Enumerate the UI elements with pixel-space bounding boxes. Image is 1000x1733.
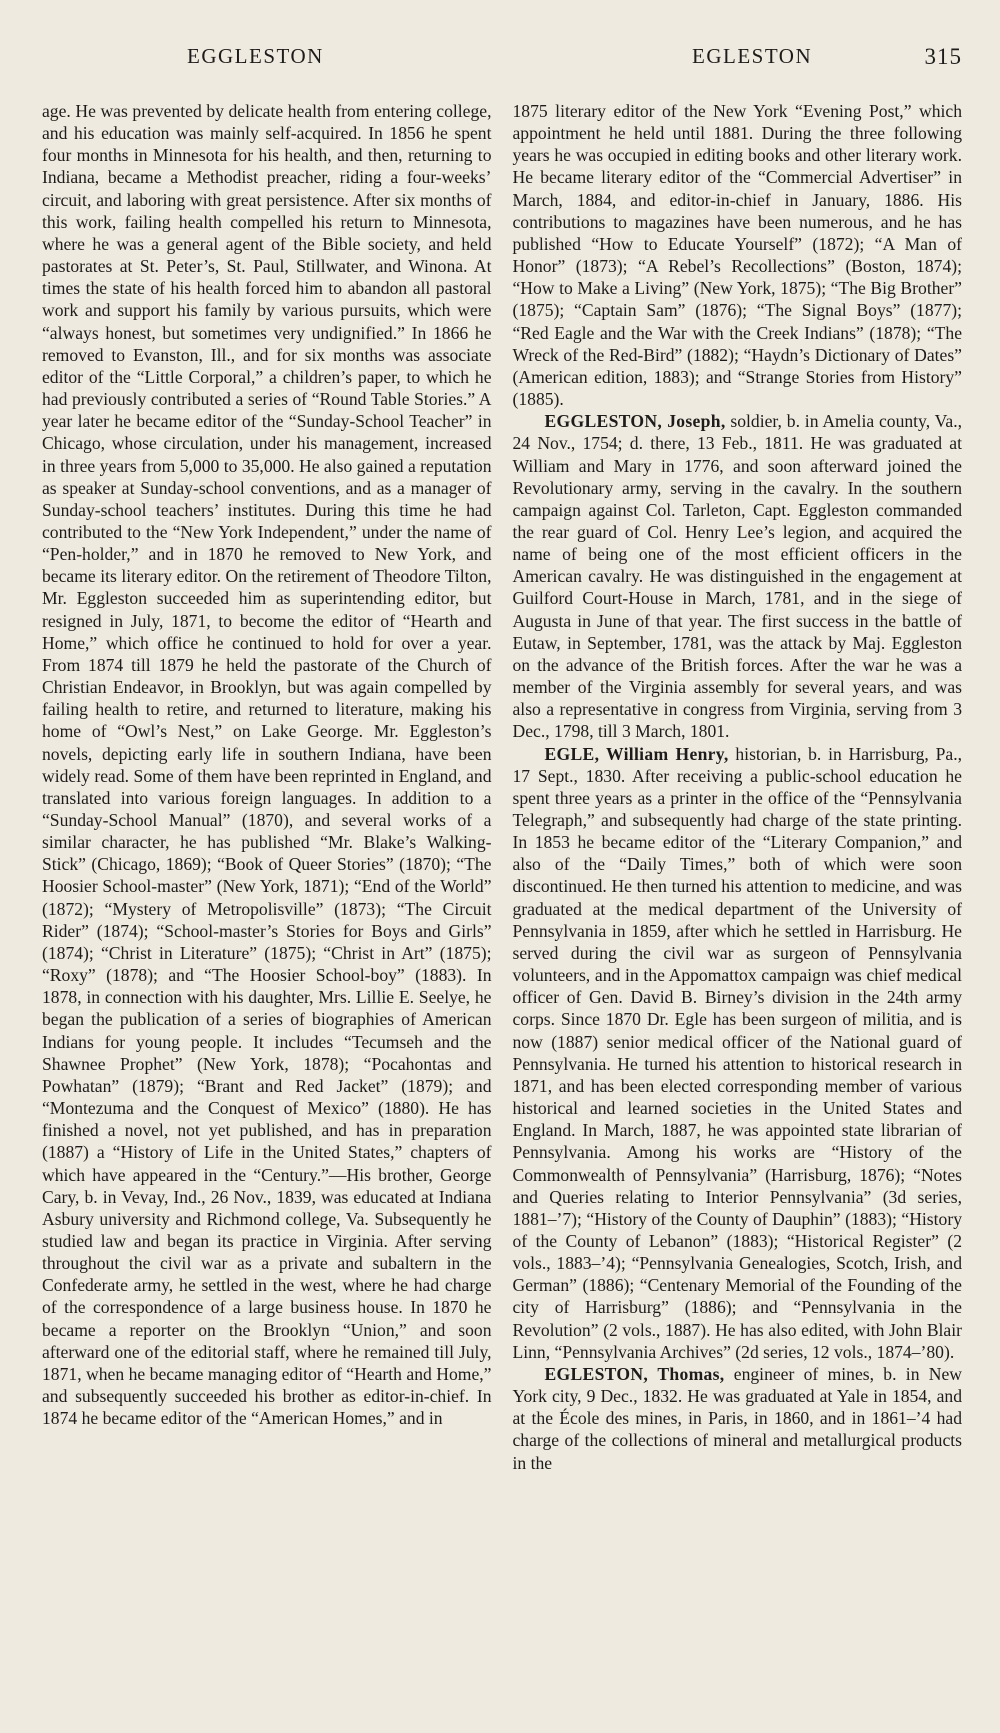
page-number: 315 <box>924 44 962 69</box>
entry-name: EGGLESTON, Joseph, <box>544 411 726 432</box>
entry-name: EGLESTON, Thomas, <box>544 1363 725 1384</box>
entry-text: historian, b. in Harrisburg, Pa., 17 Sept., 1830. After receiving a public-school education he spent three years as a printer in the office of the “Pennsylvania Telegraph,” and subsequently had charge of the state printing. In 1853 he became editor of the “Literary Companion,” and also of the “Daily Times,” both of which were soon discontinued. He then turned his attention to medicine, and was graduated at the medical department of the University of Pennsylvania in 1859, after which he settled in Harrisburg. He served during the civil war as surgeon of Pennsylvania volunteers, and in the Appomattox campaign was chief medical officer of Gen. David B. Birney’s division in the 24th army corps. Since 1870 Dr. Egle has been surgeon of militia, and is now (1887) senior medical officer of the National guard of Pennsylvania. He turned his attention to historical research in 1871, and has been elected corresponding member of various historical and learned societies in the United States and England. In March, 1887, he was appointed state librarian of Pennsylvania. Among his works are “History of the Commonwealth of Pennsylvania” (Harrisburg, 1876); “Notes and Queries relating to Interior Pennsylvania” (3d series, 1881–’7); “History of the County of Dauphin” (1883); “History of the County of Lebanon” (1883); “Historical Register” (2 vols., 1883–’4); “Pennsylvania Genealogies, Scotch, Irish, and German” (1886); “Centenary Memorial of the Founding of the city of Harrisburg” (1886); and “Pennsylvania in the Revolution” (2 vols., 1887). He has also edited, with John Blair Linn, “Pennsylvania Archives” (2d series, 12 vols., 1874–’80). <box>512 743 962 1362</box>
continued-paragraph <box>513 100 963 410</box>
text-columns <box>42 100 962 1703</box>
entry-text: engineer of mines, b. in New York city, 9 Dec., 1832. He was graduated at Yale in 1854, and at the École des mines, in Paris, in 1860, and in 1861–’4 had charge of the collections of mineral and metallurgical products in the <box>512 1363 963 1473</box>
running-header <box>42 44 962 84</box>
left-running-head: EGGLESTON <box>187 44 324 68</box>
left-column <box>42 100 492 1703</box>
entry-text: soldier, b. in Amelia county, Va., 24 Nov., 1754; d. there, 13 Feb., 1811. He was graduated at William and Mary in 1776, and soon afterward joined the Revolutionary army, serving in the cavalry. In the southern campaign against Col. Tarleton, Capt. Eggleston commanded the rear guard of Col. Henry Lee’s legion, and acquired the name of being one of the most efficient officers in the American cavalry. He was distinguished in the engagement at Guilford Court-House in March, 1781, and in the siege of Augusta in June of that year. The first success in the battle of Eutaw, in September, 1781, was the attack by Maj. Eggleston on the advance of the British forces. After the war he was a member of the Virginia assembly for several years, and was also a representative in congress from Virginia, serving from 3 Dec., 1798, till 3 March, 1801. <box>512 411 962 742</box>
paragraph-text: age. He was prevented by delicate health from entering college, and his education was mainly self-acquired. In 1856 he spent four months in Minnesota for his health, and then, returning to Indiana, became a Methodist preacher, riding a four-weeks’ circuit, and laboring with great persistence. After six months of this work, failing health compelled his return to Minnesota, where he was a general agent of the Bible society, and held pastorates at St. Peter’s, St. Paul, Stillwater, and Winona. At times the state of his health forced him to abandon all pastoral work and support his family by various pursuits, which were “always honest, but sometimes very undignified.” In 1866 he removed to Evanston, Ill., and for six months was associate editor of the “Little Corporal,” a children’s paper, to which he had previously contributed a series of “Round Table Stories.” A year later he became editor of the “Sunday-School Teacher” in Chicago, whose circulation, under his management, increased in three years from 5,000 to 35,000. He also gained a reputation as speaker at Sunday-school conventions, and as a manager of Sunday-school teachers’ institutes. During this time he had contributed to the “New York Independent,” under the name of “Pen-holder,” and in 1870 he removed to New York, and became its literary editor. On the retirement of Theodore Tilton, Mr. Eggleston succeeded him as superintending editor, but resigned in July, 1871, to become the editor of “Hearth and Home,” which office he continued to hold for over a year. From 1874 till 1879 he held the pastorate of the Church of Christian Endeavor, in Brooklyn, but was again compelled by failing health to retire, and returned to literature, making his home of “Owl’s Nest,” on Lake George. Mr. Eggleston’s novels, depicting early life in southern Indiana, have been widely read. Some of them have been reprinted in England, and translated into various foreign languages. In addition to a “Sunday-School Manual” (1870), and several works of a similar character, he has published “Mr. Blake’s Walking-Stick” (Chicago, 1869); “Book of Queer Stories” (1870); “The Hoosier School-master” (New York, 1871); “End of the World” (1872); “Mystery of Metropolisville” (1873); “The Circuit Rider” (1874); “School-master’s Stories for Boys and Girls” (1874); “Christ in Literature” (1875); “Christ in Art” (1875); “Roxy” (1878); and “The Hoosier School-boy” (1883). In 1878, in connection with his daughter, Mrs. Lillie E. Seelye, he began the publication of a series of biographies of American Indians for young people. It includes “Tecumseh and the Shawnee Prophet” (New York, 1878); “Pocahontas and Powhatan” (1879); “Brant and Red Jacket” (1879); and “Montezuma and the Conquest of Mexico” (1880). He has finished a novel, not yet published, and has in preparation (1887) a “History of Life in the United States,” chapters of which have appeared in the “Century.”—His brother, George Cary, b. in Vevay, Ind., 26 Nov., 1839, was educated at Indiana Asbury university and Richmond college, Va. Subsequently he studied law and began its practice in Virginia. After serving throughout the civil war as a private and subaltern in the Confederate army, he settled in the west, where he had charge of the correspondence of a large business house. In 1870 he became a reporter on the Brooklyn “Union,” and soon afterward one of the editorial staff, where he remained till July, 1871, when he became managing editor of “Hearth and Home,” and subsequently succeeded his brother as editor-in-chief. In 1874 he became editor of the “American Homes,” and in <box>42 101 492 1429</box>
entry-name: EGLE, William Henry, <box>544 743 729 764</box>
entry-eggleston-joseph <box>513 410 963 742</box>
entry-egleston-thomas <box>513 1363 963 1474</box>
right-running-head: EGLESTON <box>692 44 813 68</box>
paragraph-text: 1875 literary editor of the New York “Evening Post,” which appointment he held until 1881. During the three following years he was occupied in editing books and other literary work. He became literary editor of the “Commercial Advertiser” in March, 1884, and editor-in-chief in January, 1886. His contributions to magazines have been numerous, and he has published “How to Educate Yourself” (1872); “A Man of Honor” (1873); “A Rebel’s Recollections” (Boston, 1874); “How to Make a Living” (New York, 1875); “The Big Brother” (1875); “Captain Sam” (1876); “The Signal Boys” (1877); “Red Eagle and the War with the Creek Indians” (1878); “The Wreck of the Red-Bird” (1882); “Haydn’s Dictionary of Dates” (American edition, 1883); and “Strange Stories from History” (1885). <box>512 101 962 410</box>
right-column <box>513 100 963 1703</box>
entry-egle-william-henry <box>513 743 963 1363</box>
continued-paragraph <box>42 100 492 1429</box>
